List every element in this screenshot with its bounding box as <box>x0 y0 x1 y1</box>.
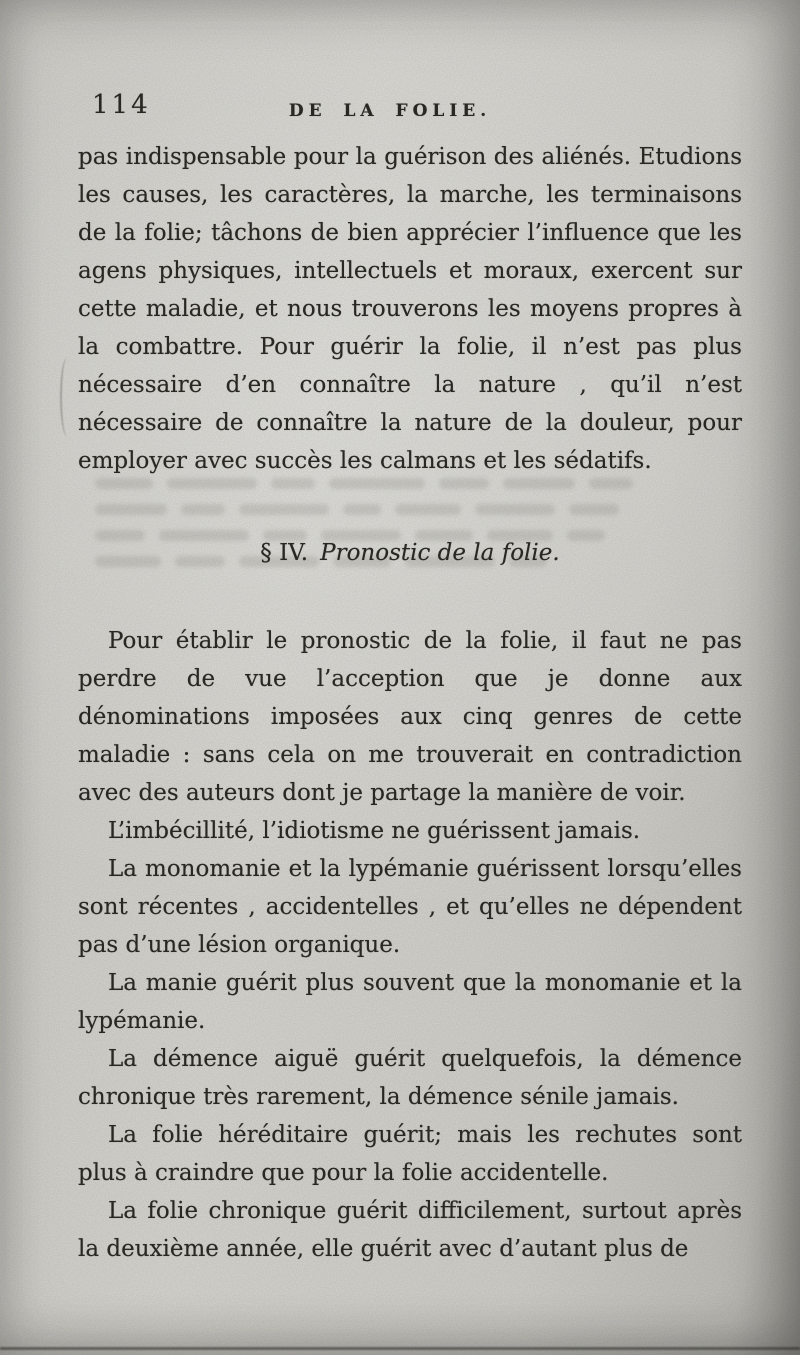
section-number: § IV. <box>260 540 309 566</box>
paragraph: La folie héréditaire guérit; mais les rechutes sont plus à craindre que pour la folie accidentelle. <box>78 1122 742 1186</box>
section-heading <box>78 534 742 572</box>
scan-bottom-edge <box>0 1347 800 1350</box>
section-title: Pronostic de la folie. <box>320 540 560 566</box>
paragraph: L’imbécillité, l’idiotisme ne guérissent jamais. <box>108 818 641 844</box>
paragraph: La folie chronique guérit difficilement, surtout après la deuxième année, elle guérit avec d’autant plus de <box>78 1198 742 1262</box>
paragraph: La démence aiguë guérit quelquefois, la démence chronique très rarement, la démence sénile jamais. <box>78 1046 742 1110</box>
page-content <box>78 86 742 1268</box>
running-title: DE LA FOLIE. <box>288 101 492 121</box>
paragraph: La monomanie et la lypémanie guérissent lorsqu’elles sont récentes , accidentelles , et qu’elles ne dépendent pas d’une lésion organique. <box>78 856 742 958</box>
paragraph: Pour établir le pronostic de la folie, il faut ne pas perdre de vue l’acception que je donne aux dénominations imposées aux cinq genres de cette maladie : sans cela on me trouverait en contradiction avec des auteurs dont je partage la manière de voir. <box>78 628 742 806</box>
page-number: 114 <box>92 90 151 120</box>
margin-pencil-mark <box>60 358 74 436</box>
paragraph: La manie guérit plus souvent que la monomanie et la lypémanie. <box>78 970 742 1034</box>
paragraph: pas indispensable pour la guérison des aliénés. Etudions les causes, les caractères, la marche, les terminaisons de la folie; tâchons de bien apprécier l’influence que les agens physiques, intellectuels et moraux, exercent sur cette maladie, et nous trouverons les moyens propres à la combattre. Pour guérir la folie, il n’est pas plus nécessaire d’en connaître la nature , qu’il n’est nécessaire de connaître la nature de la douleur, pour employer avec succès les calmans et les sédatifs. <box>78 144 742 474</box>
page-header <box>78 86 742 128</box>
